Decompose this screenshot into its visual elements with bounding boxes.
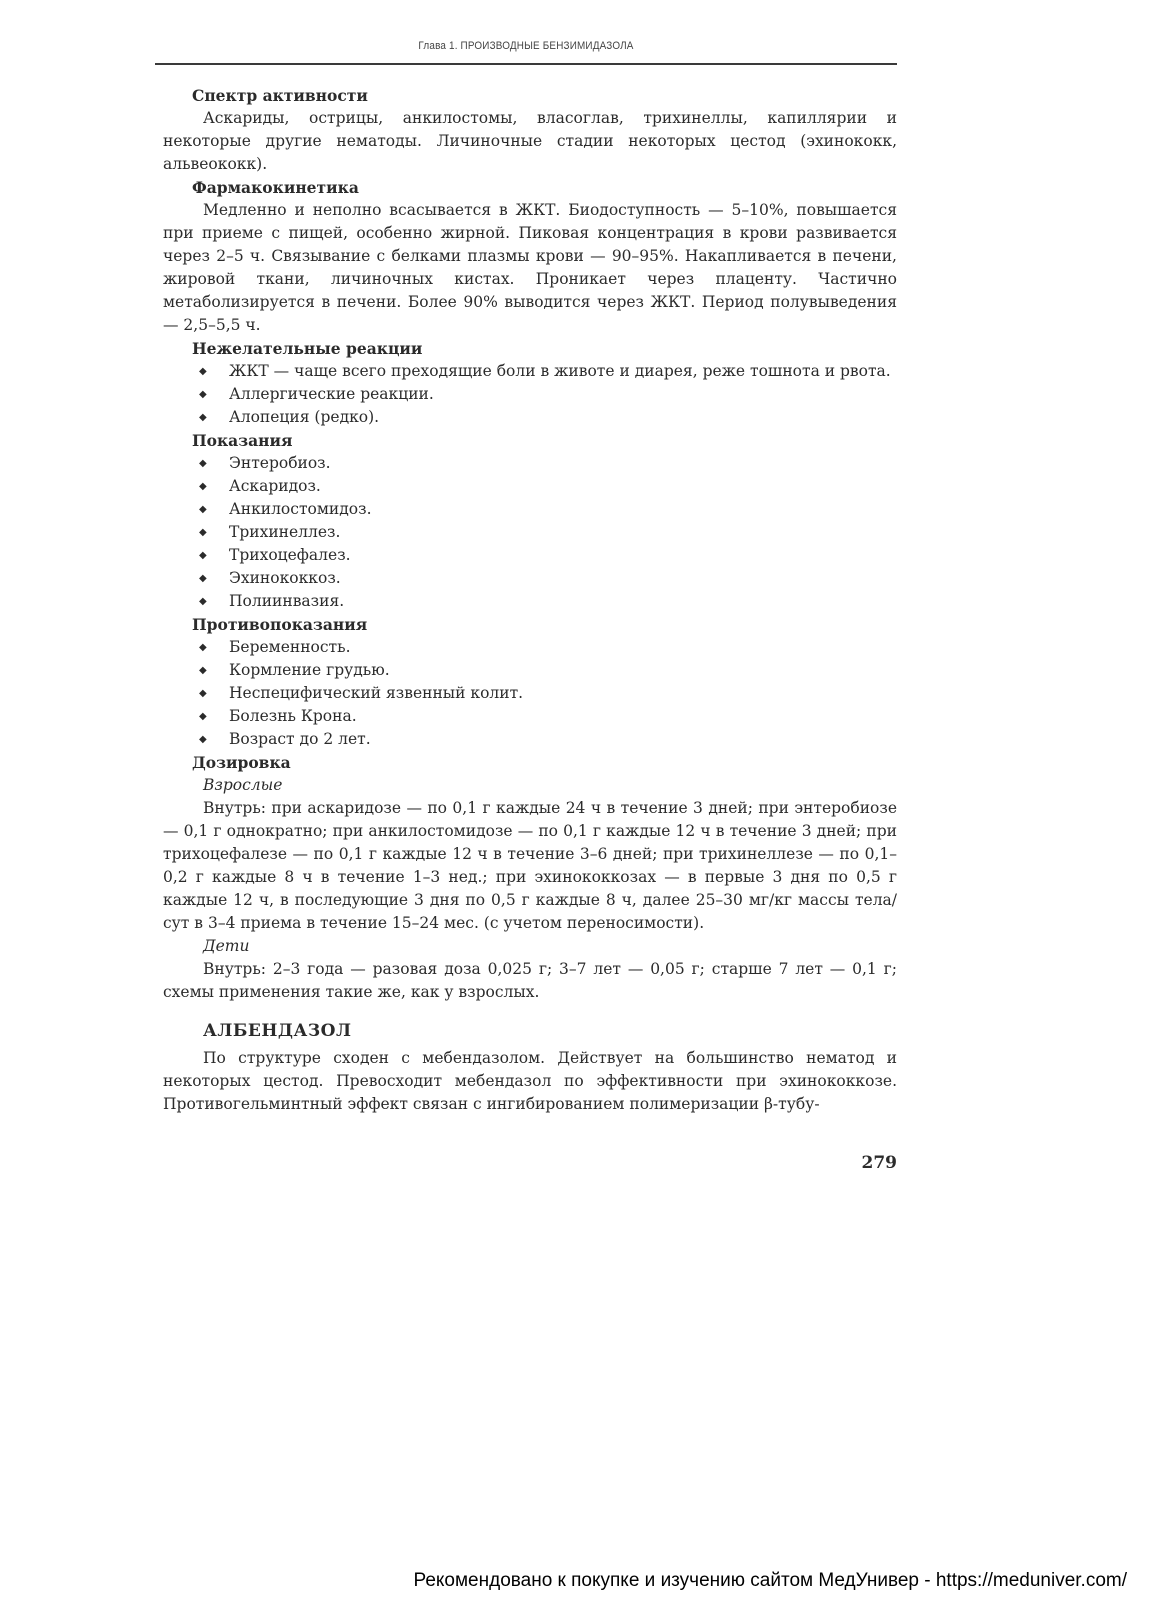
list-item xyxy=(163,636,897,659)
bullet-icon: ◆ xyxy=(199,458,207,469)
list-item xyxy=(163,360,897,383)
list-item-text: Аллергические реакции. xyxy=(229,385,434,403)
list-item xyxy=(163,590,897,613)
dosage-heading: Дозировка xyxy=(192,753,291,772)
bullet-icon: ◆ xyxy=(199,665,207,676)
footer-watermark-note: Рекомендовано к покупке и изучению сайтом МедУнивер - https://meduniver.com/ xyxy=(413,1570,1127,1591)
bullet-icon: ◆ xyxy=(199,412,207,423)
adverse-reactions-heading: Нежелательные реакции xyxy=(192,339,423,358)
bullet-icon: ◆ xyxy=(199,527,207,538)
albendazole-text: По структуре сходен с мебендазолом. Действует на большинство нематод и некоторых цестод. Превосходит мебендазол по эффективности при эхинококкозе. Противогельминтный эффект связан с ингибированием полимеризации β-тубу- xyxy=(163,1049,897,1113)
list-item-text: Алопеция (редко). xyxy=(229,408,380,426)
indications-heading: Показания xyxy=(192,431,293,450)
page-number: 279 xyxy=(861,1153,897,1173)
dosage-children-text: Внутрь: 2–3 года — разовая доза 0,025 г; 3–7 лет — 0,05 г; старше 7 лет — 0,1 г; схемы применения такие же, как у взрослых. xyxy=(163,960,897,1001)
list-item xyxy=(163,475,897,498)
list-item-text: Беременность. xyxy=(229,638,351,656)
bullet-icon: ◆ xyxy=(199,389,207,400)
list-item-text: Полиинвазия. xyxy=(229,592,345,610)
indications-list xyxy=(163,452,897,613)
list-item xyxy=(163,521,897,544)
list-item xyxy=(163,406,897,429)
list-item xyxy=(163,728,897,751)
bullet-icon: ◆ xyxy=(199,688,207,699)
list-item-text: Болезнь Крона. xyxy=(229,707,357,725)
adverse-reactions-list xyxy=(163,360,897,429)
bullet-icon: ◆ xyxy=(199,550,207,561)
list-item-text: Энтеробиоз. xyxy=(229,454,331,472)
running-head: Глава 1. ПРОИЗВОДНЫЕ БЕНЗИМИДАЗОЛА xyxy=(418,40,634,52)
list-item-text: Аскаридоз. xyxy=(229,477,321,495)
list-item-text: Эхинококкоз. xyxy=(229,569,341,587)
dosage-adults-text: Внутрь: при аскаридозе — по 0,1 г каждые 24 ч в течение 3 дней; при энтеробиозе — 0,1 г однократно; при анкилостомидозе — по 0,1 г каждые 12 ч в течение 3 дней; при трихоцефалезе — по 0,1 г каждые 12 ч в течение 3–6 дней; при трихинеллезе — по 0,1–0,2 г каждые 8 ч в течение 1–3 нед.; при эхинококкозах — в первые 3 дня по 0,5 г каждые 12 ч, в последующие 3 дня по 0,5 г каждые 8 ч, далее 25–30 мг/кг массы тела/сут в 3–4 приема в течение 15–24 мес. (с учетом переносимости). xyxy=(163,799,897,932)
list-item-text: Трихинеллез. xyxy=(229,523,341,541)
list-item-text: Трихоцефалез. xyxy=(229,546,351,564)
spectrum-heading: Спектр активности xyxy=(192,86,368,105)
pharmacokinetics-heading: Фармакокинетика xyxy=(192,178,359,197)
list-item xyxy=(163,659,897,682)
list-item xyxy=(163,498,897,521)
bullet-icon: ◆ xyxy=(199,642,207,653)
page-content xyxy=(163,84,897,1116)
list-item xyxy=(163,544,897,567)
list-item xyxy=(163,705,897,728)
list-item-text: Кормление грудью. xyxy=(229,661,390,679)
bullet-icon: ◆ xyxy=(199,504,207,515)
list-item-text: Анкилостомидоз. xyxy=(229,500,372,518)
albendazole-title: АЛБЕНДАЗОЛ xyxy=(203,1021,352,1041)
list-item-text: ЖКТ — чаще всего преходящие боли в животе и диарея, реже тошнота и рвота. xyxy=(229,362,891,380)
dosage-children-label: Дети xyxy=(203,937,250,955)
header-rule xyxy=(155,63,897,65)
pharmacokinetics-text: Медленно и неполно всасывается в ЖКТ. Биодоступность — 5–10%, повышается при приеме с пищей, особенно жирной. Пиковая концентрация в крови развивается через 2–5 ч. Связывание с белками плазмы крови — 90–95%. Накапливается в печени, жировой ткани, личиночных кистах. Проникает через плаценту. Частично метаболизируется в печени. Более 90% выводится через ЖКТ. Период полувыведения — 2,5–5,5 ч. xyxy=(163,201,897,334)
list-item xyxy=(163,452,897,475)
contraindications-heading: Противопоказания xyxy=(192,615,368,634)
list-item xyxy=(163,383,897,406)
list-item xyxy=(163,567,897,590)
bullet-icon: ◆ xyxy=(199,596,207,607)
bullet-icon: ◆ xyxy=(199,573,207,584)
spectrum-text: Аскариды, острицы, анкилостомы, власоглав, трихинеллы, капиллярии и некоторые другие нематоды. Личиночные стадии некоторых цестод (эхинококк, альвеококк). xyxy=(163,109,897,173)
list-item xyxy=(163,682,897,705)
bullet-icon: ◆ xyxy=(199,711,207,722)
list-item-text: Неспецифический язвенный колит. xyxy=(229,684,524,702)
bullet-icon: ◆ xyxy=(199,734,207,745)
bullet-icon: ◆ xyxy=(199,366,207,377)
list-item-text: Возраст до 2 лет. xyxy=(229,730,371,748)
bullet-icon: ◆ xyxy=(199,481,207,492)
dosage-adults-label: Взрослые xyxy=(203,776,283,794)
contraindications-list xyxy=(163,636,897,751)
